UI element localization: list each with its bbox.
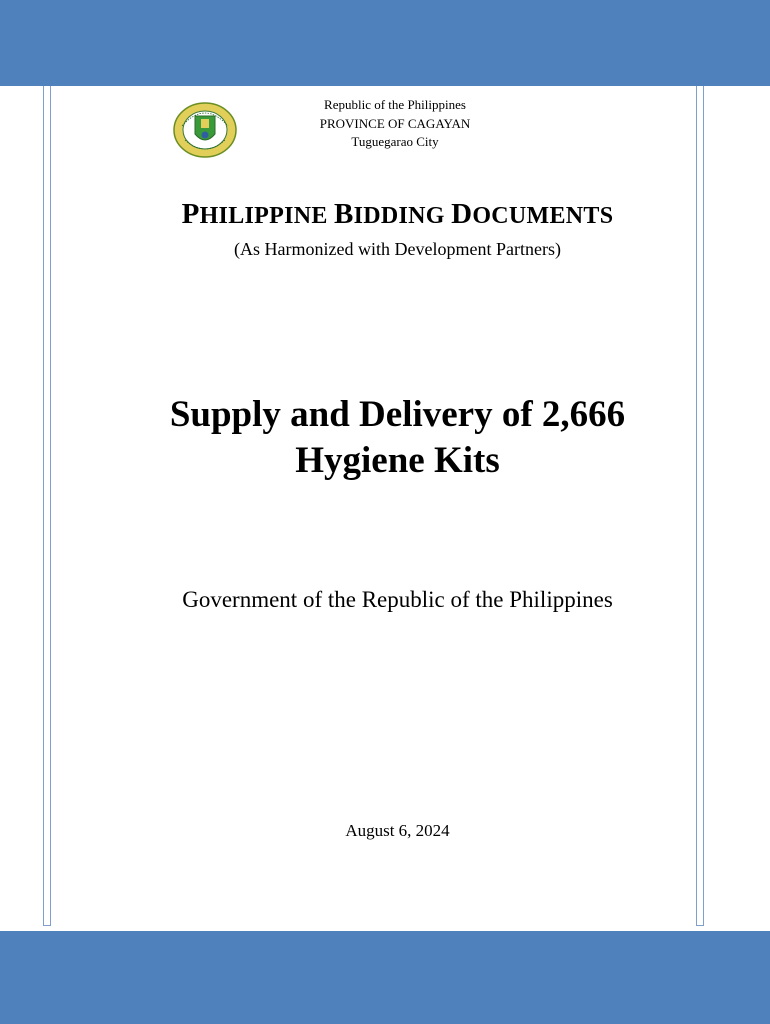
title-word-philippine: HILIPPINE: [199, 203, 334, 229]
project-title: [0, 392, 770, 484]
republic-line: Republic of the Philippines: [324, 97, 466, 112]
letterhead: [270, 96, 520, 152]
city-line: Tuguegarao City: [351, 134, 439, 149]
province-seal-icon: [173, 102, 237, 158]
document-date: August 6, 2024: [345, 821, 450, 840]
document-title: [0, 198, 770, 231]
top-color-band: [0, 0, 770, 86]
title-initial-d: D: [451, 198, 473, 230]
province-line: PROVINCE OF CAGAYAN: [319, 115, 471, 131]
title-initial-b: B: [333, 198, 354, 230]
government-line: Government of the Republic of the Philippines: [182, 587, 613, 612]
document-subtitle: (As Harmonized with Development Partners): [234, 239, 561, 259]
title-word-documents: OCUMENTS: [472, 203, 614, 229]
title-word-bidding: IDDING: [353, 203, 452, 229]
title-initial-p: P: [181, 198, 200, 230]
project-title-line-2: Hygiene Kits: [295, 440, 500, 481]
project-title-line-1: Supply and Delivery of 2,666: [169, 394, 626, 435]
bottom-color-band: [0, 931, 770, 1024]
